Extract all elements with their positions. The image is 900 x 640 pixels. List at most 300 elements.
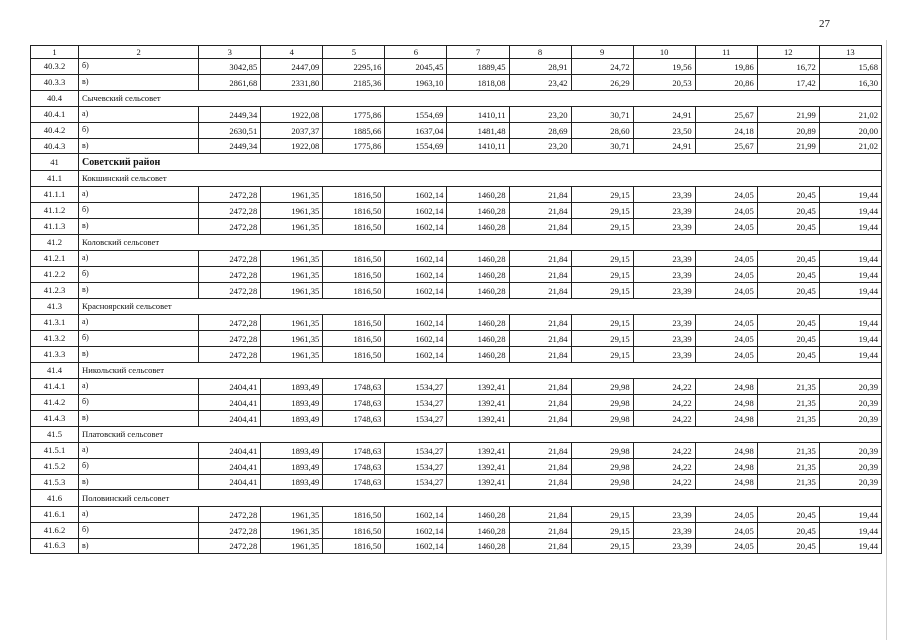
cell-col-7: 1460,28 (447, 282, 509, 298)
table-row (31, 474, 882, 490)
cell-col-8: 21,84 (509, 379, 571, 395)
cell-col-9: 29,98 (571, 474, 633, 490)
row-subitem: а) (79, 187, 199, 203)
cell-col-13: 19,44 (819, 219, 881, 235)
row-code: 41 (31, 154, 79, 171)
cell-col-4: 1961,35 (261, 331, 323, 347)
table-row (31, 107, 882, 123)
row-subitem: в) (79, 538, 199, 554)
cell-col-3: 2404,41 (199, 394, 261, 410)
cell-col-13: 19,44 (819, 346, 881, 362)
cell-col-5: 1816,50 (323, 331, 385, 347)
cell-col-8: 28,91 (509, 59, 571, 75)
cell-col-8: 21,84 (509, 346, 571, 362)
cell-col-6: 1602,14 (385, 267, 447, 283)
table-row (31, 315, 882, 331)
row-code: 41.5.2 (31, 458, 79, 474)
cell-col-8: 21,84 (509, 522, 571, 538)
row-code: 40.4 (31, 90, 79, 107)
cell-col-12: 21,35 (757, 379, 819, 395)
row-code: 41.4.2 (31, 394, 79, 410)
cell-col-13: 21,02 (819, 138, 881, 154)
page-edge-line (886, 40, 887, 640)
cell-col-6: 1602,14 (385, 219, 447, 235)
cell-col-11: 24,98 (695, 394, 757, 410)
row-subitem: б) (79, 59, 199, 75)
cell-col-4: 1961,35 (261, 315, 323, 331)
cell-col-6: 1534,27 (385, 410, 447, 426)
cell-col-12: 21,35 (757, 394, 819, 410)
row-code: 41.2.1 (31, 251, 79, 267)
cell-col-9: 29,15 (571, 203, 633, 219)
row-subitem: в) (79, 138, 199, 154)
cell-col-11: 24,18 (695, 122, 757, 138)
cell-col-10: 23,39 (633, 251, 695, 267)
cell-col-10: 23,39 (633, 267, 695, 283)
cell-col-10: 23,39 (633, 203, 695, 219)
cell-col-7: 1460,28 (447, 267, 509, 283)
cell-col-12: 20,45 (757, 538, 819, 554)
table-row (31, 346, 882, 362)
cell-col-6: 1554,69 (385, 138, 447, 154)
cell-col-10: 24,22 (633, 379, 695, 395)
cell-col-5: 1748,63 (323, 410, 385, 426)
cell-col-5: 1816,50 (323, 203, 385, 219)
cell-col-3: 2404,41 (199, 474, 261, 490)
cell-col-6: 1534,27 (385, 394, 447, 410)
cell-col-7: 1460,28 (447, 506, 509, 522)
cell-col-6: 1602,14 (385, 187, 447, 203)
table-row (31, 59, 882, 75)
cell-col-4: 1961,35 (261, 506, 323, 522)
cell-col-5: 1885,66 (323, 122, 385, 138)
cell-col-3: 2472,28 (199, 282, 261, 298)
cell-col-8: 21,84 (509, 458, 571, 474)
cell-col-10: 23,39 (633, 282, 695, 298)
cell-col-9: 24,72 (571, 59, 633, 75)
cell-col-10: 24,91 (633, 138, 695, 154)
table-row (31, 506, 882, 522)
table-row (31, 379, 882, 395)
row-subitem: в) (79, 219, 199, 235)
cell-col-4: 1961,35 (261, 267, 323, 283)
row-subitem: б) (79, 394, 199, 410)
row-subitem: а) (79, 443, 199, 459)
cell-col-12: 20,45 (757, 282, 819, 298)
row-code: 41.1 (31, 170, 79, 187)
cell-col-4: 1922,08 (261, 107, 323, 123)
cell-col-7: 1460,28 (447, 538, 509, 554)
cell-col-11: 24,05 (695, 187, 757, 203)
row-subitem: а) (79, 315, 199, 331)
cell-col-3: 2472,28 (199, 538, 261, 554)
cell-col-6: 1534,27 (385, 379, 447, 395)
cell-col-13: 19,44 (819, 282, 881, 298)
cell-col-6: 1534,27 (385, 474, 447, 490)
cell-col-9: 29,98 (571, 410, 633, 426)
row-subitem: а) (79, 251, 199, 267)
cell-col-11: 20,86 (695, 74, 757, 90)
table-row (31, 203, 882, 219)
cell-col-9: 29,15 (571, 346, 633, 362)
cell-col-8: 21,84 (509, 410, 571, 426)
column-header-8: 8 (509, 46, 571, 59)
cell-col-8: 21,84 (509, 394, 571, 410)
cell-col-13: 21,02 (819, 107, 881, 123)
cell-col-4: 1922,08 (261, 138, 323, 154)
row-subitem: б) (79, 331, 199, 347)
column-header-9: 9 (571, 46, 633, 59)
cell-col-12: 20,45 (757, 506, 819, 522)
cell-col-9: 29,15 (571, 538, 633, 554)
table-row (31, 522, 882, 538)
cell-col-11: 24,05 (695, 203, 757, 219)
cell-col-11: 24,05 (695, 522, 757, 538)
table-row (31, 267, 882, 283)
cell-col-7: 1460,28 (447, 346, 509, 362)
cell-col-6: 1534,27 (385, 443, 447, 459)
cell-col-8: 21,84 (509, 187, 571, 203)
row-subitem: в) (79, 410, 199, 426)
cell-col-5: 1816,50 (323, 315, 385, 331)
section-name: Коловский сельсовет (79, 234, 882, 251)
cell-col-4: 1961,35 (261, 522, 323, 538)
cell-col-5: 1816,50 (323, 506, 385, 522)
cell-col-13: 20,39 (819, 474, 881, 490)
cell-col-5: 1748,63 (323, 474, 385, 490)
cell-col-6: 1602,14 (385, 522, 447, 538)
cell-col-3: 2472,28 (199, 315, 261, 331)
cell-col-6: 1554,69 (385, 107, 447, 123)
cell-col-3: 2404,41 (199, 379, 261, 395)
cell-col-4: 1893,49 (261, 474, 323, 490)
cell-col-7: 1889,45 (447, 59, 509, 75)
cell-col-10: 24,22 (633, 443, 695, 459)
cell-col-11: 24,98 (695, 410, 757, 426)
row-code: 41.2.2 (31, 267, 79, 283)
cell-col-13: 20,39 (819, 458, 881, 474)
cell-col-13: 19,44 (819, 331, 881, 347)
cell-col-3: 2472,28 (199, 187, 261, 203)
cell-col-10: 23,50 (633, 122, 695, 138)
section-row (31, 298, 882, 315)
cell-col-4: 1893,49 (261, 458, 323, 474)
cell-col-10: 23,39 (633, 331, 695, 347)
cell-col-13: 19,44 (819, 506, 881, 522)
row-subitem: а) (79, 107, 199, 123)
cell-col-6: 1602,14 (385, 538, 447, 554)
cell-col-10: 20,53 (633, 74, 695, 90)
cell-col-12: 20,45 (757, 315, 819, 331)
cell-col-11: 24,05 (695, 219, 757, 235)
cell-col-9: 30,71 (571, 138, 633, 154)
column-header-6: 6 (385, 46, 447, 59)
cell-col-8: 21,84 (509, 331, 571, 347)
cell-col-3: 2472,28 (199, 331, 261, 347)
cell-col-5: 1816,50 (323, 267, 385, 283)
cell-col-7: 1392,41 (447, 394, 509, 410)
cell-col-7: 1392,41 (447, 443, 509, 459)
row-code: 41.1.3 (31, 219, 79, 235)
cell-col-7: 1818,08 (447, 74, 509, 90)
cell-col-13: 20,39 (819, 379, 881, 395)
row-code: 41.1.1 (31, 187, 79, 203)
cell-col-4: 1893,49 (261, 443, 323, 459)
cell-col-13: 19,44 (819, 267, 881, 283)
column-header-1: 1 (31, 46, 79, 59)
cell-col-3: 2472,28 (199, 346, 261, 362)
cell-col-9: 29,15 (571, 522, 633, 538)
section-name: Красноярский сельсовет (79, 298, 882, 315)
row-code: 41.3.2 (31, 331, 79, 347)
cell-col-12: 20,45 (757, 331, 819, 347)
cell-col-12: 20,89 (757, 122, 819, 138)
section-row (31, 234, 882, 251)
cell-col-11: 25,67 (695, 107, 757, 123)
cell-col-4: 1893,49 (261, 379, 323, 395)
cell-col-9: 29,98 (571, 394, 633, 410)
cell-col-10: 23,39 (633, 219, 695, 235)
cell-col-7: 1392,41 (447, 410, 509, 426)
cell-col-11: 24,98 (695, 379, 757, 395)
row-code: 41.3.1 (31, 315, 79, 331)
cell-col-10: 24,22 (633, 394, 695, 410)
cell-col-4: 1961,35 (261, 203, 323, 219)
cell-col-8: 21,84 (509, 267, 571, 283)
column-header-5: 5 (323, 46, 385, 59)
row-code: 41.6.3 (31, 538, 79, 554)
section-name: Никольский сельсовет (79, 362, 882, 379)
cell-col-5: 1816,50 (323, 251, 385, 267)
column-header-3: 3 (199, 46, 261, 59)
row-subitem: б) (79, 522, 199, 538)
cell-col-8: 21,84 (509, 538, 571, 554)
cell-col-12: 20,45 (757, 187, 819, 203)
column-header-2: 2 (79, 46, 199, 59)
section-name: Сычевский сельсовет (79, 90, 882, 107)
cell-col-6: 1602,14 (385, 506, 447, 522)
district-row (31, 154, 882, 171)
cell-col-8: 28,69 (509, 122, 571, 138)
cell-col-12: 20,45 (757, 219, 819, 235)
cell-col-6: 1602,14 (385, 331, 447, 347)
row-subitem: в) (79, 474, 199, 490)
cell-col-8: 21,84 (509, 443, 571, 459)
cell-col-5: 1816,50 (323, 219, 385, 235)
row-code: 41.5 (31, 426, 79, 443)
cell-col-4: 2447,09 (261, 59, 323, 75)
cell-col-3: 2630,51 (199, 122, 261, 138)
cell-col-9: 30,71 (571, 107, 633, 123)
cell-col-3: 2472,28 (199, 506, 261, 522)
cell-col-8: 21,84 (509, 315, 571, 331)
cell-col-3: 2472,28 (199, 203, 261, 219)
cell-col-9: 29,98 (571, 458, 633, 474)
cell-col-11: 24,05 (695, 331, 757, 347)
row-subitem: б) (79, 458, 199, 474)
table-row (31, 122, 882, 138)
cell-col-4: 1961,35 (261, 187, 323, 203)
row-subitem: а) (79, 379, 199, 395)
column-header-4: 4 (261, 46, 323, 59)
cell-col-13: 20,39 (819, 410, 881, 426)
cell-col-8: 21,84 (509, 506, 571, 522)
row-code: 41.6.2 (31, 522, 79, 538)
row-code: 40.4.3 (31, 138, 79, 154)
cell-col-13: 19,44 (819, 251, 881, 267)
cell-col-5: 1816,50 (323, 187, 385, 203)
cell-col-4: 2331,80 (261, 74, 323, 90)
cell-col-10: 24,22 (633, 458, 695, 474)
column-header-13: 13 (819, 46, 881, 59)
row-code: 41.2.3 (31, 282, 79, 298)
cell-col-13: 20,39 (819, 443, 881, 459)
row-code: 41.2 (31, 234, 79, 251)
cell-col-13: 20,39 (819, 394, 881, 410)
cell-col-4: 1961,35 (261, 346, 323, 362)
cell-col-8: 21,84 (509, 219, 571, 235)
row-code: 41.3.3 (31, 346, 79, 362)
cell-col-5: 1748,63 (323, 379, 385, 395)
table-row (31, 219, 882, 235)
cell-col-8: 23,20 (509, 138, 571, 154)
cell-col-10: 23,39 (633, 315, 695, 331)
cell-col-9: 29,98 (571, 443, 633, 459)
cell-col-6: 1602,14 (385, 203, 447, 219)
cell-col-7: 1460,28 (447, 187, 509, 203)
column-header-11: 11 (695, 46, 757, 59)
table-row (31, 443, 882, 459)
cell-col-3: 2404,41 (199, 410, 261, 426)
row-code: 41.5.3 (31, 474, 79, 490)
cell-col-6: 1602,14 (385, 251, 447, 267)
cell-col-13: 19,44 (819, 315, 881, 331)
cell-col-13: 19,44 (819, 538, 881, 554)
cell-col-3: 2472,28 (199, 267, 261, 283)
section-row (31, 490, 882, 507)
cell-col-9: 29,15 (571, 282, 633, 298)
cell-col-5: 1816,50 (323, 538, 385, 554)
cell-col-5: 2295,16 (323, 59, 385, 75)
table-body (31, 59, 882, 554)
cell-col-12: 20,45 (757, 267, 819, 283)
cell-col-5: 1816,50 (323, 522, 385, 538)
row-subitem: б) (79, 203, 199, 219)
row-subitem: в) (79, 282, 199, 298)
row-code: 41.1.2 (31, 203, 79, 219)
cell-col-12: 21,35 (757, 458, 819, 474)
cell-col-10: 23,39 (633, 538, 695, 554)
row-code: 40.3.2 (31, 59, 79, 75)
cell-col-12: 21,35 (757, 410, 819, 426)
cell-col-7: 1460,28 (447, 219, 509, 235)
row-subitem: в) (79, 74, 199, 90)
cell-col-12: 21,99 (757, 107, 819, 123)
cell-col-13: 19,44 (819, 187, 881, 203)
cell-col-9: 29,15 (571, 331, 633, 347)
cell-col-13: 19,44 (819, 203, 881, 219)
cell-col-11: 24,05 (695, 506, 757, 522)
row-subitem: б) (79, 122, 199, 138)
cell-col-10: 24,91 (633, 107, 695, 123)
cell-col-12: 20,45 (757, 346, 819, 362)
cell-col-11: 24,98 (695, 474, 757, 490)
cell-col-11: 24,05 (695, 267, 757, 283)
column-header-7: 7 (447, 46, 509, 59)
row-code: 41.4 (31, 362, 79, 379)
cell-col-8: 23,42 (509, 74, 571, 90)
cell-col-5: 1816,50 (323, 282, 385, 298)
cell-col-5: 1748,63 (323, 394, 385, 410)
cell-col-9: 29,98 (571, 379, 633, 395)
cell-col-12: 20,45 (757, 522, 819, 538)
cell-col-11: 24,98 (695, 443, 757, 459)
section-name: Половинский сельсовет (79, 490, 882, 507)
cell-col-7: 1410,11 (447, 107, 509, 123)
cell-col-10: 24,22 (633, 410, 695, 426)
cell-col-9: 29,15 (571, 187, 633, 203)
section-row (31, 362, 882, 379)
cell-col-7: 1460,28 (447, 331, 509, 347)
column-number-header (31, 46, 882, 59)
section-name: Кокшинский сельсовет (79, 170, 882, 187)
row-code: 41.4.1 (31, 379, 79, 395)
cell-col-11: 25,67 (695, 138, 757, 154)
cell-col-7: 1392,41 (447, 379, 509, 395)
cell-col-10: 23,39 (633, 506, 695, 522)
row-code: 40.4.1 (31, 107, 79, 123)
cell-col-3: 2404,41 (199, 443, 261, 459)
cell-col-8: 21,84 (509, 203, 571, 219)
cell-col-13: 20,00 (819, 122, 881, 138)
cell-col-10: 23,39 (633, 187, 695, 203)
cell-col-4: 1893,49 (261, 394, 323, 410)
cell-col-13: 16,30 (819, 74, 881, 90)
section-row (31, 90, 882, 107)
cell-col-7: 1460,28 (447, 203, 509, 219)
table-row (31, 331, 882, 347)
cell-col-3: 2404,41 (199, 458, 261, 474)
table-row (31, 394, 882, 410)
cell-col-6: 1963,10 (385, 74, 447, 90)
cell-col-9: 29,15 (571, 251, 633, 267)
cell-col-3: 2861,68 (199, 74, 261, 90)
cell-col-10: 24,22 (633, 474, 695, 490)
cell-col-8: 21,84 (509, 282, 571, 298)
row-subitem: в) (79, 346, 199, 362)
cell-col-11: 24,05 (695, 251, 757, 267)
cell-col-5: 1775,86 (323, 138, 385, 154)
cell-col-10: 19,56 (633, 59, 695, 75)
cell-col-11: 24,98 (695, 458, 757, 474)
table-row (31, 282, 882, 298)
cell-col-8: 21,84 (509, 474, 571, 490)
row-code: 40.3.3 (31, 74, 79, 90)
column-header-12: 12 (757, 46, 819, 59)
row-code: 41.5.1 (31, 443, 79, 459)
cell-col-5: 1816,50 (323, 346, 385, 362)
section-row (31, 426, 882, 443)
cell-col-9: 28,60 (571, 122, 633, 138)
cell-col-3: 2449,34 (199, 107, 261, 123)
cell-col-4: 1961,35 (261, 219, 323, 235)
cell-col-12: 20,45 (757, 203, 819, 219)
cell-col-12: 16,72 (757, 59, 819, 75)
cell-col-12: 21,99 (757, 138, 819, 154)
cell-col-13: 15,68 (819, 59, 881, 75)
table-row (31, 187, 882, 203)
cell-col-6: 1602,14 (385, 282, 447, 298)
